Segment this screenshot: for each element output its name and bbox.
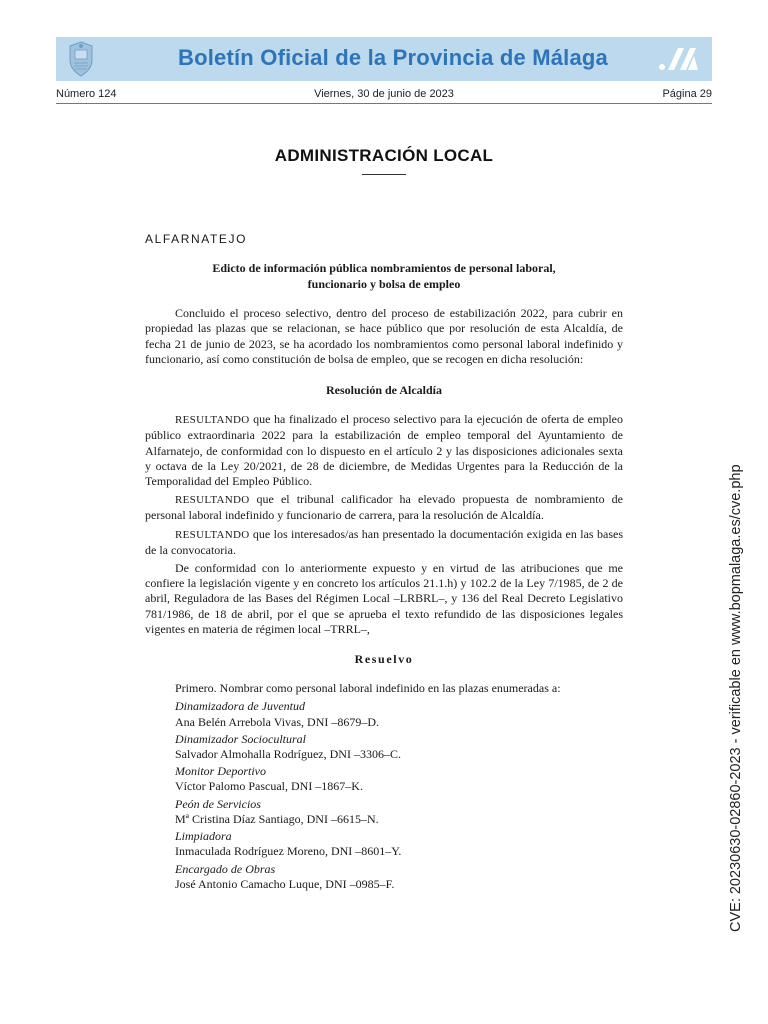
appointment-post: Encargado de Obras [175, 861, 276, 876]
section-title: ADMINISTRACIÓN LOCAL [274, 146, 494, 165]
section-divider [362, 174, 406, 175]
resultando-keyword: RESULTANDO [175, 528, 250, 541]
resolution-heading: Resolución de Alcaldía [325, 383, 442, 398]
edict-body [145, 232, 623, 894]
cve-verification-link[interactable]: CVE: 20230630-02860-2023 - verificable en www.bopmalaga.es/cve.php [728, 464, 744, 932]
resultando-text-2: que el tribunal calificador ha elevado propuesta de nombramiento de personal laboral indefinido y funcionario de carrera, para la resolución de Alcaldía. [145, 492, 623, 523]
resultando-keyword: RESULTANDO [175, 494, 250, 507]
appointments-list [175, 681, 623, 892]
intro-paragraph: Concluido el proceso selectivo, dentro del proceso de estabilización 2022, para cubrir en propiedad las plazas que se relacionan, se hace público que por resolución de esta Alcaldía, de fecha 21 de junio de 2023, se ha acordado los nombramientos como personal laboral indefinido y funcionario, así como constitución de bolsa de empleo, que se recogen en dicha resolución: [145, 306, 623, 366]
appointment-post: Dinamizadora de Juventud [175, 699, 305, 714]
edict-title-line-1: Edicto de información pública nombramientos de personal laboral, [212, 261, 556, 276]
publication-title: Boletín Oficial de la Provincia de Málaga [178, 45, 608, 70]
appointment-person: José Antonio Camacho Luque, DNI –0985–F. [175, 876, 395, 891]
resultando-paragraph-1 [145, 412, 623, 489]
issue-meta-row [56, 88, 712, 104]
appointment-person: Mª Cristina Díaz Santiago, DNI –6615–N. [175, 811, 379, 826]
appointment-post: Dinamizador Sociocultural [175, 731, 306, 746]
issue-date: Viernes, 30 de junio de 2023 [314, 88, 454, 100]
edict-title-line-2: funcionario y bolsa de empleo [307, 276, 461, 291]
crest-icon [66, 40, 96, 78]
edict-title [145, 261, 623, 292]
bop-logo-icon [658, 46, 702, 72]
appointment-person: Salvador Almohalla Rodríguez, DNI –3306–C. [175, 747, 401, 762]
appointment-person: Inmaculada Rodríguez Moreno, DNI –8601–Y. [175, 844, 402, 859]
issue-number: Número 124 [56, 88, 117, 100]
primero-statement: Primero. Nombrar como personal laboral indefinido en las plazas enumeradas a: [175, 681, 561, 696]
resultando-keyword: RESULTANDO [175, 414, 250, 427]
resultando-text-3: que los interesados/as han presentado la documentación exigida en las bases de la convocatoria. [145, 526, 623, 557]
resultando-paragraph-2 [145, 492, 623, 523]
resuelvo-heading: Resuelvo [354, 652, 414, 667]
appointment-person: Víctor Palomo Pascual, DNI –1867–K. [175, 779, 363, 794]
resultando-text-1: que ha finalizado el proceso selectivo para la ejecución de oferta de empleo público extraordinaria 2022 para la estabilización de empleo temporal del Ayuntamiento de Alfarnatejo, de conformidad con lo dispuesto en el artículo 2 y las disposiciones adicionales sexta y octava de la Ley 20/2021, de 28 de diciembre, de Medidas Urgentes para la Reducción de la Temporalidad del Empleo Público. [145, 412, 623, 489]
appointment-post: Limpiadora [175, 829, 232, 844]
municipality-name: ALFARNATEJO [145, 232, 248, 246]
appointment-post: Peón de Servicios [175, 796, 261, 811]
appointment-post: Monitor Deportivo [175, 764, 266, 779]
resultando-paragraph-3 [145, 527, 623, 558]
appointment-person: Ana Belén Arrebola Vivas, DNI –8679–D. [175, 714, 380, 729]
page-number: Página 29 [662, 88, 712, 100]
conformidad-paragraph: De conformidad con lo anteriormente expuesto y en virtud de las atribuciones que me confiere la legislación vigente y en concreto los artículos 21.1.h) y 102.2 de la Ley 7/1985, de 2 de abril, Reguladora de las Bases del Régimen Local –LRBRL–, y 136 del Real Decreto Legislativo 781/1986, de 18 de abril, por el que se aprueba el texto refundido de las disposiciones legales vigentes en materia de régimen local –TRRL–, [145, 561, 623, 636]
header-divider [56, 103, 712, 104]
header-banner [56, 37, 712, 81]
